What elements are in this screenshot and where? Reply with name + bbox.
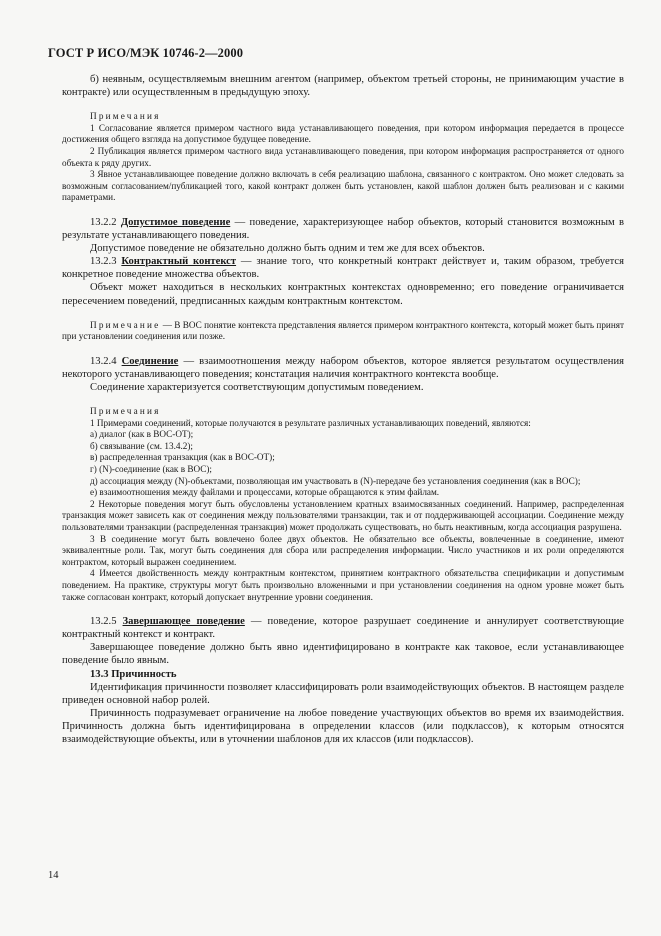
- term-definition: [62, 255, 624, 281]
- body-paragraph: Допустимое поведение не обязательно должно быть одним и тем же для всех объектов.: [90, 243, 485, 255]
- body-paragraph: Идентификация причинности позволяет классифицировать роли взаимодействующих объектов. В настоящем разделе приведен основной набор ролей.: [62, 681, 624, 706]
- section-heading: 13.3 Причинность: [90, 668, 177, 680]
- term-definition: [62, 355, 624, 381]
- body-paragraph: Завершающее поведение должно быть явно идентифицировано в контракте как таковое, если устанавливающее поведение было явным.: [62, 642, 624, 667]
- spacer: [62, 394, 624, 406]
- note-paragraph: 1 Согласование является примером частного вида устанавливающего поведения, при котором информация передается в процессе достижения общего взгляда на допустимое будущее поведение.: [62, 122, 624, 145]
- clause-number: 13.2.4: [90, 355, 122, 367]
- note-paragraph: б) связывание (см. 13.4.2);: [90, 440, 193, 451]
- note-paragraph: д) ассоциация между (N)-объектами, позволяющая им участвовать в (N)-передаче без установления соединения (как в ВОС);: [90, 475, 581, 486]
- note-text: — В ВОС понятие контекста представления является примером контрактного контекста, который может быть принят при установлении соединения или позже.: [62, 319, 624, 342]
- notes-label: Примечания: [90, 406, 161, 417]
- term-definition: [62, 216, 624, 242]
- note-paragraph: а) диалог (как в ВОС-ОТ);: [90, 429, 194, 440]
- body-paragraph: Причинность подразумевает ограничение на любое поведение участвующих объектов во время их взаимодействия. Причинность должна быть идентифицирована в определении классов (или подклассов), к которым относятся взаимодействующие объекты, или в уточнении шаблонов для их классов (или подклассов).: [62, 707, 624, 745]
- note-paragraph: 3 Явное устанавливающее поведение должно включать в себя реализацию шаблона, связанного с контрактом. Оно может следовать за возможным согласованием/публикацией того, какой контракт должен быть установлен, какой шаблон должен быть реализован и с какими параметрами.: [62, 169, 624, 203]
- page-number: 14: [48, 870, 59, 881]
- note-paragraph: в) распределенная транзакция (как в ВОС-ОТ);: [90, 452, 275, 463]
- spacer: [62, 204, 624, 216]
- note-paragraph: е) взаимоотношения между файлами и процессами, которые обращаются к этим файлам.: [90, 487, 440, 498]
- body-paragraph: Соединение характеризуется соответствующим допустимым поведением.: [90, 381, 424, 393]
- term-definition: [62, 615, 624, 641]
- note-label: Примечание: [90, 319, 161, 330]
- defined-term: Соединение: [121, 355, 179, 367]
- clause-number: 13.2.5: [90, 616, 123, 628]
- note-paragraph: 3 В соединение могут быть вовлечено более двух объектов. Не обязательно все объекты, вовлеченные в соединение, имеют эквивалентные роли. Так, могут быть соединения для сбора или распределения информации. Число участников и их роли определяются контрактом, который выражен соединением.: [62, 533, 624, 567]
- note-paragraph: 2 Некоторые поведения могут быть обусловлены установлением кратных взаимосвязанных соединений. Например, распределенная транзакция может зависеть как от соединения между пользователями транзакции, так и от поддерживающей ассоциации. Соединение между пользователями транзакции (распределенная транзакция) может продолжать существовать, но быть неактивным, когда ассоциация разрушена.: [62, 498, 624, 532]
- defined-term: Контрактный контекст: [121, 256, 237, 268]
- notes-label: Примечания: [90, 111, 161, 122]
- clause-number: 13.2.3: [90, 256, 122, 268]
- clause-number: 13.2.2: [90, 216, 121, 228]
- spacer: [62, 603, 624, 615]
- note-paragraph: г) (N)-соединение (как в ВОС);: [90, 464, 212, 475]
- note-paragraph: 1 Примерами соединений, которые получаются в результате различных устанавливающих поведений, являются:: [90, 417, 531, 428]
- definition-text: — знание того, что конкретный контракт действует и, таким образом, требуется конкретное поведение множества объектов.: [62, 256, 624, 281]
- spacer: [62, 343, 624, 355]
- defined-term: Завершающее поведение: [122, 616, 245, 628]
- document-body: [62, 73, 624, 746]
- body-paragraph: Объект может находиться в нескольких контрактных контекстах одновременно; его поведение ограничивается пересечением поведений, предписанных каждым контрактным контекстом.: [62, 282, 624, 307]
- defined-term: Допустимое поведение: [120, 216, 231, 228]
- definition-text: — поведение, которое разрушает соединение и аннулирует соответствующие контрактный контекст и контракт.: [62, 616, 624, 641]
- body-paragraph: б) неявным, осуществляемым внешним агентом (например, объектом третьей стороны, не принимающим участие в контракте) или осуществленным в предыдущую эпоху.: [62, 74, 624, 99]
- definition-text: — поведение, характеризующее набор объектов, который становится возможным в результате устанавливающего поведения.: [62, 216, 624, 242]
- note-paragraph: 4 Имеется двойственность между контрактным контекстом, принятием контрактного обязательства спецификации и допустимым поведением. На практике, структуры могут быть произвольно вложенными и при установлении соединения на одном уровне может быть также согласован контракт, который допускает внутренние уровни соединения.: [62, 568, 624, 602]
- document-header: ГОСТ Р ИСО/МЭК 10746-2—2000: [48, 46, 244, 60]
- definition-text: — взаимоотношения между набором объектов, которое является результатом осуществления некоторого устанавливающего поведения; констатация наличия контрактного контекста вообще.: [62, 355, 624, 380]
- spacer: [62, 308, 624, 320]
- spacer: [62, 99, 624, 111]
- note-paragraph: [62, 320, 624, 343]
- note-paragraph: 2 Публикация является примером частного вида устанавливающего поведения, при котором информация распространяется от одного объекта к ряду других.: [62, 145, 624, 168]
